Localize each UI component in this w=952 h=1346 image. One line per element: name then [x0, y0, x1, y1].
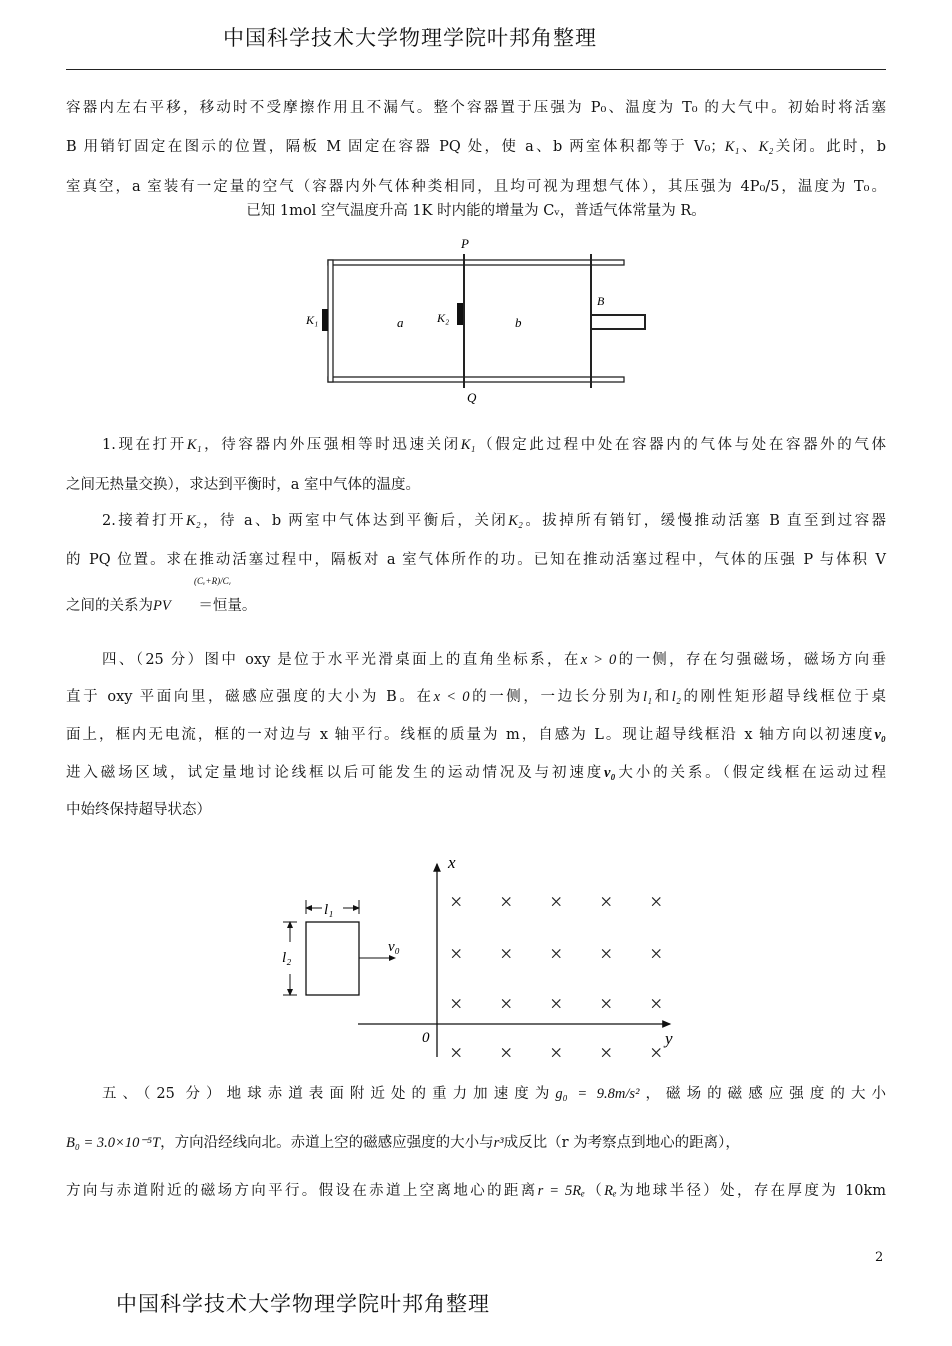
page-header: 中国科学技术大学物理学院叶邦角整理 [223, 26, 597, 50]
field-cross: × [550, 1040, 563, 1065]
label-b-chamber: b [515, 315, 522, 330]
container-figure [300, 232, 660, 412]
field-cross: × [600, 889, 613, 914]
p4-line5: 中始终保持超导状态） [66, 802, 211, 818]
field-cross: × [650, 889, 663, 914]
field-cross: × [550, 941, 563, 966]
valve-k2 [457, 303, 463, 325]
origin-label: 0 [422, 1030, 430, 1046]
valve-k1 [322, 309, 328, 331]
field-cross: × [650, 941, 663, 966]
p4-line2: 直于 oxy 平面向里，磁感应强度的大小为 B。在x < 0的一侧，一边长分别为l₁和l₂的刚性矩形超导线框位于桌 [66, 689, 886, 705]
p4-line3: 面上，框内无电流，框的一对边与 x 轴平行。线框的质量为 m，自感为 L。现让超导线框沿 x 轴方向以初速度v₀ [66, 727, 886, 743]
axis-label-x: x [448, 853, 456, 872]
field-cross: × [450, 991, 463, 1016]
p5-line3: 方向与赤道附近的磁场方向平行。假设在赤道上空离地心的距离r = 5Rₑ（Rₑ为地球半径）处，存在厚度为 10km [66, 1183, 886, 1199]
header-rule [66, 69, 886, 70]
field-cross: × [500, 991, 513, 1016]
field-cross: × [450, 1040, 463, 1065]
para3-line2: B 用销钉固定在图示的位置，隔板 M 固定在容器 PQ 处，使 a、b 两室体积都等于 V₀；K₁、K₂关闭。此时，b [66, 139, 886, 155]
label-k1: K₁ [306, 313, 319, 327]
field-cross: × [500, 941, 513, 966]
loop-frame [306, 922, 359, 995]
exponent: (Cᵥ+R)/Cᵥ [194, 576, 232, 586]
label-v0: v₀ [388, 939, 400, 955]
para3-line3: 室真空，a 室装有一定量的空气（容器内外气体种类相同，且均可视为理想气体），其压强为 4P₀/5，温度为 T₀。 [66, 179, 886, 195]
q1-line1: 1.现在打开K₁，待容器内外压强相等时迅速关闭K₁（假定此过程中处在容器内的气体与处在容器外的气体 [102, 437, 886, 453]
q2-line3: 之间的关系为PV ＝恒量。 [66, 598, 257, 614]
axis-label-y: y [665, 1029, 673, 1048]
field-crosses [450, 889, 662, 1065]
p5-line2: B₀ = 3.0×10⁻⁵T，方向沿经线向北。赤道上空的磁感应强度的大小与r³成反比（r 为考察点到地心的距离）， [66, 1135, 740, 1151]
field-cross: × [450, 941, 463, 966]
label-l1: l₁ [324, 902, 334, 918]
q1-line2: 之间无热量交换），求达到平衡时，a 室中气体的温度。 [66, 477, 421, 493]
p4-line1: 四、（25 分）图中 oxy 是位于水平光滑桌面上的直角坐标系，在x > 0的一侧，存在匀强磁场，磁场方向垂 [102, 652, 887, 668]
page-footer: 中国科学技术大学物理学院叶邦角整理 [116, 1292, 490, 1316]
field-cross: × [600, 1040, 613, 1065]
field-cross: × [600, 941, 613, 966]
q2-line2: 的 PQ 位置。求在推动活塞过程中，隔板对 a 室气体所作的功。已知在推动活塞过程中，气体的压强 P 与体积 V [66, 552, 886, 568]
label-p: P [461, 236, 469, 251]
label-a-chamber: a [397, 315, 404, 330]
page-number: 2 [875, 1250, 884, 1265]
label-b-piston: B [597, 294, 605, 308]
field-cross: × [450, 889, 463, 914]
field-figure [270, 852, 690, 1072]
field-cross: × [600, 991, 613, 1016]
label-q: Q [467, 390, 477, 405]
label-k2: K₂ [437, 311, 450, 325]
p4-line4: 进入磁场区域，试定量地讨论线框以后可能发生的运动情况及与初速度v₀大小的关系。（假定线框在运动过程 [66, 765, 886, 781]
para3-line4: 已知 1mol 空气温度升高 1K 时内能的增量为 Cᵥ，普适气体常量为 R。 [246, 203, 706, 219]
field-cross: × [550, 991, 563, 1016]
field-cross: × [550, 889, 563, 914]
field-cross: × [650, 1040, 663, 1065]
label-l2: l₂ [282, 950, 292, 966]
field-cross: × [650, 991, 663, 1016]
p5-line1: 五、（25 分）地球赤道表面附近处的重力加速度为g₀ = 9.8m/s²，磁场的磁感应强度的大小 [102, 1086, 886, 1102]
field-cross: × [500, 1040, 513, 1065]
para3-line1: 容器内左右平移，移动时不受摩擦作用且不漏气。整个容器置于压强为 P₀、温度为 T₀ 的大气中。初始时将活塞 [66, 100, 886, 116]
field-cross: × [500, 889, 513, 914]
q2-line1: 2.接着打开K₂，待 a、b 两室中气体达到平衡后，关闭K₂。拔掉所有销钉，缓慢推动活塞 B 直至到过容器 [102, 513, 886, 529]
